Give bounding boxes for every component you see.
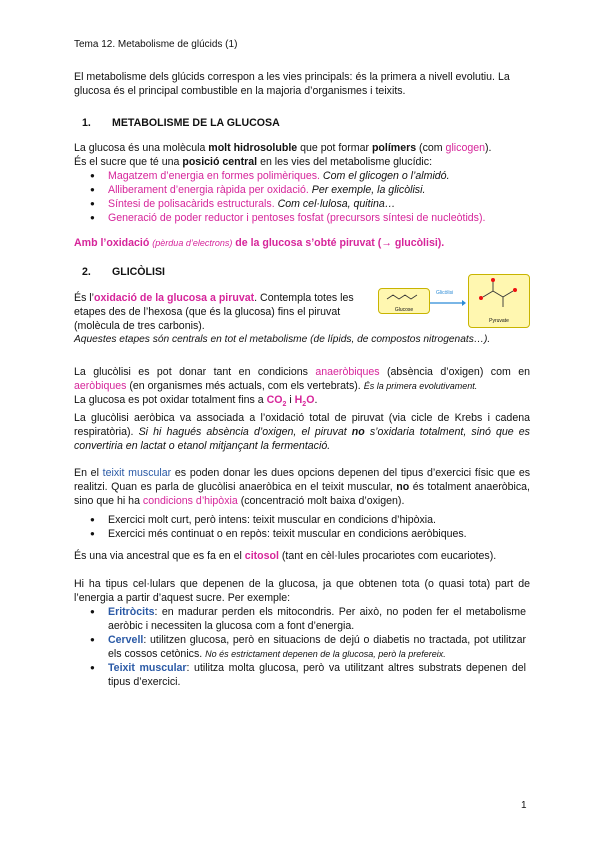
text: (com: [416, 142, 446, 154]
text: ).: [485, 142, 492, 154]
text: La glucòlisi es pot donar tant en condicions: [74, 366, 316, 378]
glycolysis-arrow-icon: [430, 298, 466, 306]
text: en les vies del metabolisme glucídic:: [257, 156, 433, 168]
paragraph-aerobic: [74, 411, 530, 453]
list-item: [86, 661, 526, 689]
list-item: [86, 633, 526, 661]
h2o-text: H: [294, 394, 303, 406]
text: i: [286, 394, 295, 406]
co2-text: CO: [266, 394, 283, 406]
text-bold: posició central: [182, 156, 258, 168]
glucose-label: Glucose: [394, 307, 414, 313]
cell-label: Teixit muscular: [108, 662, 187, 674]
list-text: Generació de poder reductor i pentoses fosfat (precursors síntesi de nucleòtids).: [108, 212, 486, 224]
co2-formula: [266, 394, 287, 409]
text-italic: Si hi hagués absència d’oxigen, el piruvat: [138, 426, 352, 438]
text: És una via ancestral que es fa en el: [74, 550, 245, 562]
text: La glucòlisi aeròbica va associada a l’oxidació total de piruvat (via cicle de Krebs i cadena respiratòria).: [74, 412, 530, 438]
section-1-title: METABOLISME DE LA GLUCOSA: [112, 117, 280, 129]
text-italic: s’oxidaria totalment, sinó que es convertiria en lactat o etanol mitjançant la fermentació.: [74, 426, 530, 452]
h2o-text: O: [306, 394, 315, 406]
list-text: Magatzem d’energia en formes polimèriques.: [108, 170, 323, 182]
cell-text: : utilitza molta glucosa, però va utilitzant altres substrats depenen del tipus d’exercici.: [108, 662, 526, 688]
text-bold: polímers: [371, 142, 417, 154]
list-extra: Com cel·lulosa, quitina…: [277, 198, 396, 210]
arrow-label: Glicòlisi: [436, 290, 454, 296]
paragraph-cell-types: Hi ha tipus cel·lulars que depenen de la glucosa, ja que obtenen tota (o quasi tota) part de l’energia a partir d’aquest sucre. Per exemple:: [74, 578, 530, 604]
text-bold: no: [396, 481, 410, 493]
text: es poden donar les dues opcions depenen del tipus d’exercici físic que es realitzi. Quan es parla de glucòlisi anaeròbica en el teixit muscular,: [74, 467, 531, 493]
h2o-formula: [294, 394, 318, 409]
list-item: [86, 605, 526, 633]
pyruvate-label: Pyruvate: [489, 318, 509, 324]
paragraph-conditions: [74, 365, 530, 412]
text: Amb l’oxidació: [74, 237, 153, 249]
term-cytosol: citosol: [244, 550, 279, 562]
term-muscle: teixit muscular: [102, 467, 172, 479]
term-oxidation: oxidació de la glucosa a piruvat: [94, 292, 255, 304]
text: (concentració molt baixa d’oxigen).: [237, 495, 405, 507]
text: La glucosa es pot oxidar totalment fins a: [74, 394, 267, 406]
glycolysis-note: Aquestes etapes són centrals en tot el metabolisme (de lípids, de compostos nitrogenats…).: [74, 334, 491, 345]
pyruvate-figure: [468, 274, 530, 328]
term-aerobic: aeròbiques: [74, 380, 127, 392]
text: de la glucosa s’obté piruvat (→ glucòlisi).: [232, 237, 445, 249]
text: és totalment anaeròbica, sino que hi ha: [74, 481, 531, 507]
page-number: 1: [521, 800, 527, 811]
note-evolution: És la primera evolutivament.: [363, 381, 478, 391]
text: En el: [74, 467, 103, 479]
text: És l’: [74, 292, 95, 304]
intro-paragraph: El metabolisme dels glúcids correspon a les vies principals: és la primera a nivell evolutiu. La glucosa és el principal combustible en la majoria d’organismes i teixits.: [74, 71, 510, 97]
cell-label: Eritròcits: [108, 606, 155, 618]
list-item: [86, 211, 526, 225]
text: (en organismes més actuals, com els vertebrats).: [126, 380, 364, 392]
section-2-number: 2.: [82, 266, 91, 278]
section-2-title: GLICÒLISI: [112, 266, 165, 278]
cell-note: No és estrictament depenen de la glucosa, però la prefereix.: [205, 649, 446, 659]
paragraph-cytosol: [74, 549, 530, 563]
list-text: Síntesi de polisacàrids estructurals.: [108, 198, 278, 210]
glucose-structure-icon: [379, 289, 429, 305]
text-bold: no: [351, 426, 365, 438]
list-text: Alliberament d’energia ràpida per oxidació.: [108, 184, 312, 196]
list-extra: Per exemple, la glicòlisi.: [311, 184, 426, 196]
cell-types-list: [86, 605, 526, 689]
text: .: [314, 394, 318, 406]
exercise-list: [86, 513, 526, 541]
pyruvate-structure-icon: [469, 275, 529, 315]
co2-subscript: 2: [282, 401, 287, 409]
section-2-heading: [82, 266, 165, 278]
list-extra: Com el glicogen o l’almidó.: [322, 170, 450, 182]
glycolysis-definition: [74, 291, 372, 333]
cell-text: : en madurar perden els mitocondris. Per això, no poden fer el metabolisme aeròbic i necessiten la glucosa com a font d’energia.: [108, 606, 526, 632]
term-hypoxia: condicions d’hipòxia: [142, 495, 238, 507]
text: (absència d’oxigen) com en: [379, 366, 530, 378]
glucose-figure: [378, 288, 430, 314]
text: És el sucre que té una: [74, 156, 183, 168]
oxidation-line: [74, 236, 530, 250]
term-anaerobic: anaeròbiques: [315, 366, 380, 378]
list-item: ● Exercici més continuat o en repòs: teixit muscular en condicions aeròbiques.: [86, 527, 526, 541]
text: . Contempla totes les etapes des de l’hexosa (que és la glucosa) fins el piruvat (molècula de tres carbonis).: [74, 292, 354, 332]
text: (tant en cèl·lules procariotes com eucariotes).: [278, 550, 497, 562]
cell-text: : utilitzen glucosa, però en situacions de dejú o diabetis no tractada, pot utilitzar els cossos cetònics.: [108, 634, 526, 660]
list-item: [86, 169, 526, 183]
section-1-number: 1.: [82, 117, 91, 129]
page-header: Tema 12. Metabolisme de glúcids (1): [74, 39, 238, 50]
list-item: [86, 183, 526, 197]
paragraph-glucose: [74, 141, 530, 169]
section-1-heading: [82, 117, 280, 129]
glicogen-term: glicogen: [445, 142, 486, 154]
text-small: (pèrdua d’electrons): [152, 238, 233, 248]
text-bold: molt hidrosoluble: [208, 142, 298, 154]
list-item: ● Exercici molt curt, però intens: teixit muscular en condicions d’hipòxia.: [86, 513, 526, 527]
cell-label: Cervell: [108, 634, 144, 646]
text: que pot formar: [297, 142, 372, 154]
functions-list: [86, 169, 526, 225]
h2o-subscript: 2: [302, 401, 307, 409]
paragraph-muscle: [74, 466, 530, 508]
list-item: [86, 197, 526, 211]
text: La glucosa és una molècula: [74, 142, 209, 154]
